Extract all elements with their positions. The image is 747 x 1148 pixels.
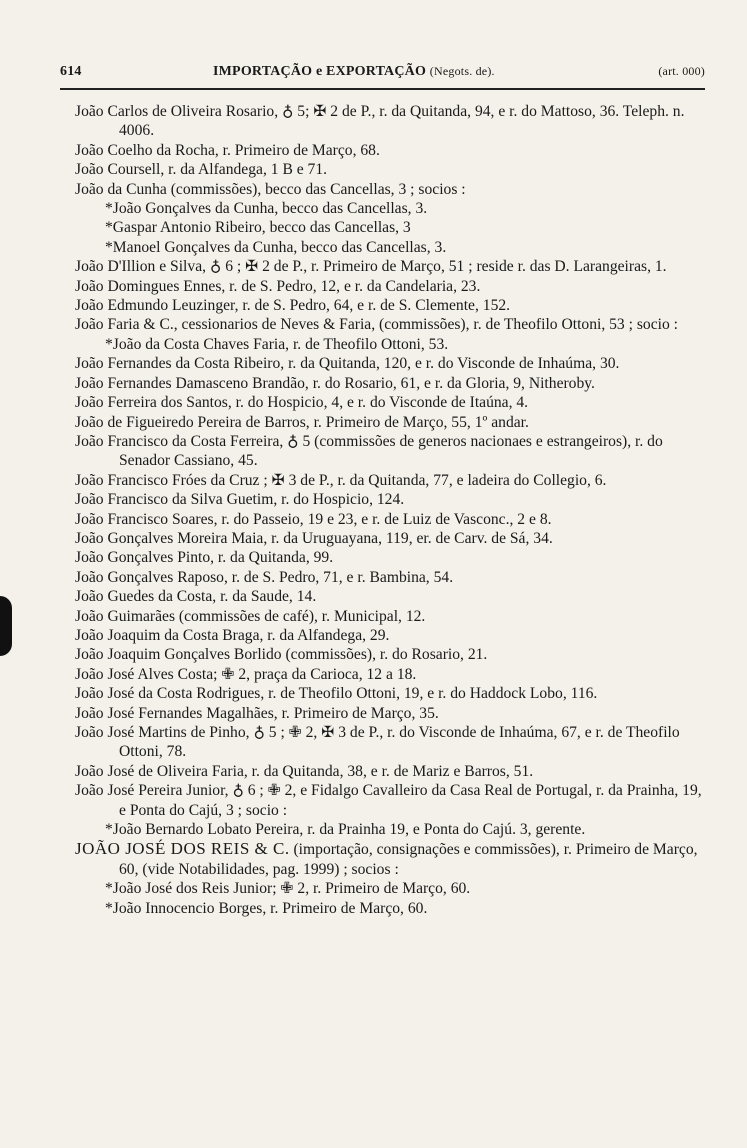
- directory-entry: João Joaquim da Costa Braga, r. da Alfandega, 29.: [75, 626, 390, 644]
- page-number: 614: [60, 64, 82, 79]
- partner-entry: *João Gonçalves da Cunha, becco das Cancellas, 3.: [105, 200, 428, 218]
- directory-entry: João José Martins de Pinho, ♁ 5 ; ✙ 2, ✠ 3 de P., r. do Visconde de Inhaúma, 67, e r. de Theofilo Ottoni, 78.: [75, 724, 680, 761]
- entries-list: [75, 102, 705, 918]
- directory-entry: João Fernandes Damasceno Brandão, r. do Rosario, 61, e r. da Gloria, 9, Nitheroby.: [75, 374, 595, 392]
- directory-entry: João Edmundo Leuzinger, r. de S. Pedro, 64, e r. de S. Clemente, 152.: [75, 297, 511, 315]
- directory-entry: João da Cunha (commissões), becco das Cancellas, 3 ; socios :: [75, 180, 466, 198]
- partner-entry: *João Bernardo Lobato Pereira, r. da Prainha 19, e Ponta do Cajú. 3, gerente.: [105, 821, 586, 839]
- directory-entry: João José Alves Costa; ✙ 2, praça da Carioca, 12 a 18.: [75, 665, 417, 683]
- directory-entry: João Joaquim Gonçalves Borlido (commissões), r. do Rosario, 21.: [75, 646, 488, 664]
- running-title: [213, 64, 495, 80]
- running-title-main: IMPORTAÇÃO e EXPORTAÇÃO: [213, 64, 427, 79]
- directory-entry: João José de Oliveira Faria, r. da Quitanda, 38, e r. de Mariz e Barros, 51.: [75, 762, 534, 780]
- directory-entry: João D'Illion e Silva, ♁ 6 ; ✠ 2 de P., r. Primeiro de Março, 51 ; reside r. das D. Larangeiras, 1.: [75, 258, 667, 276]
- header-rule: [60, 88, 705, 90]
- section-reference: (art. 000): [658, 64, 705, 78]
- directory-entry: João Ferreira dos Santos, r. do Hospicio, 4, e r. do Visconde de Itaúna, 4.: [75, 394, 529, 412]
- binding-edge-mark: [0, 596, 12, 656]
- directory-entry: João Gonçalves Raposo, r. de S. Pedro, 71, e r. Bambina, 54.: [75, 568, 454, 586]
- running-title-sub: (Negots. de).: [429, 64, 495, 78]
- directory-entry: João Carlos de Oliveira Rosario, ♁ 5; ✠ 2 de P., r. da Quitanda, 94, e r. do Mattoso, 36. Teleph. n. 4006.: [75, 103, 685, 140]
- partner-entry: *Gaspar Antonio Ribeiro, becco das Cancellas, 3: [105, 219, 411, 237]
- directory-entry: João José Pereira Junior, ♁ 6 ; ✙ 2, e Fidalgo Cavalleiro da Casa Real de Portugal, r. da Prainha, 19, e Ponta do Cajú, 3 ; socio :: [75, 782, 702, 819]
- featured-entry-name: JOÃO JOSÉ DOS REIS & C.: [75, 839, 290, 859]
- directory-entry: João Gonçalves Moreira Maia, r. da Uruguayana, 119, er. de Carv. de Sá, 34.: [75, 529, 553, 547]
- directory-entry: João Francisco da Costa Ferreira, ♁ 5 (commissões de generos nacionaes e estrangeiros), r. do Senador Cassiano, 45.: [75, 432, 663, 470]
- directory-entry: João Fernandes da Costa Ribeiro, r. da Quitanda, 120, e r. do Visconde de Inhaúma, 30.: [75, 355, 620, 373]
- featured-entry: JOÃO JOSÉ DOS REIS & C. (importação, consignações e commissões), r. Primeiro de Março, 60, (vide Notabilidades, pag. 1999) ; socios :: [75, 839, 698, 878]
- directory-entry: João Domingues Ennes, r. de S. Pedro, 12, e r. da Candelaria, 23.: [75, 277, 481, 295]
- directory-entry: João José Fernandes Magalhães, r. Primeiro de Março, 35.: [75, 704, 439, 722]
- directory-entry: João Guedes da Costa, r. da Saude, 14.: [75, 588, 317, 606]
- directory-entry: João Coursell, r. da Alfandega, 1 B e 71.: [75, 161, 328, 179]
- partner-entry: *João da Costa Chaves Faria, r. de Theofilo Ottoni, 53.: [105, 335, 449, 353]
- partner-entry: *Manoel Gonçalves da Cunha, becco das Cancellas, 3.: [105, 238, 447, 256]
- directory-entry: João Francisco Fróes da Cruz ; ✠ 3 de P., r. da Quitanda, 77, e ladeira do Collegio, 6.: [75, 471, 607, 489]
- directory-entry: João Francisco da Silva Guetim, r. do Hospicio, 124.: [75, 491, 405, 509]
- partner-entry: *João José dos Reis Junior; ✙ 2, r. Primeiro de Março, 60.: [105, 880, 471, 898]
- directory-entry: João Francisco Soares, r. do Passeio, 19 e 23, e r. de Luiz de Vasconc., 2 e 8.: [75, 510, 552, 528]
- directory-entry: João de Figueiredo Pereira de Barros, r. Primeiro de Março, 55, 1º andar.: [75, 413, 529, 431]
- page-header: [60, 62, 705, 84]
- directory-entry: João Gonçalves Pinto, r. da Quitanda, 99.: [75, 549, 334, 567]
- directory-entry: João Coelho da Rocha, r. Primeiro de Março, 68.: [75, 141, 380, 159]
- directory-entry: João José da Costa Rodrigues, r. de Theofilo Ottoni, 19, e r. do Haddock Lobo, 116.: [75, 685, 598, 703]
- partner-entry: *João Innocencio Borges, r. Primeiro de Março, 60.: [105, 899, 428, 917]
- directory-entry: João Faria & C., cessionarios de Neves & Faria, (commissões), r. de Theofilo Ottoni, 53 ; socio :: [75, 316, 679, 334]
- directory-entry: João Guimarães (commissões de café), r. Municipal, 12.: [75, 607, 426, 625]
